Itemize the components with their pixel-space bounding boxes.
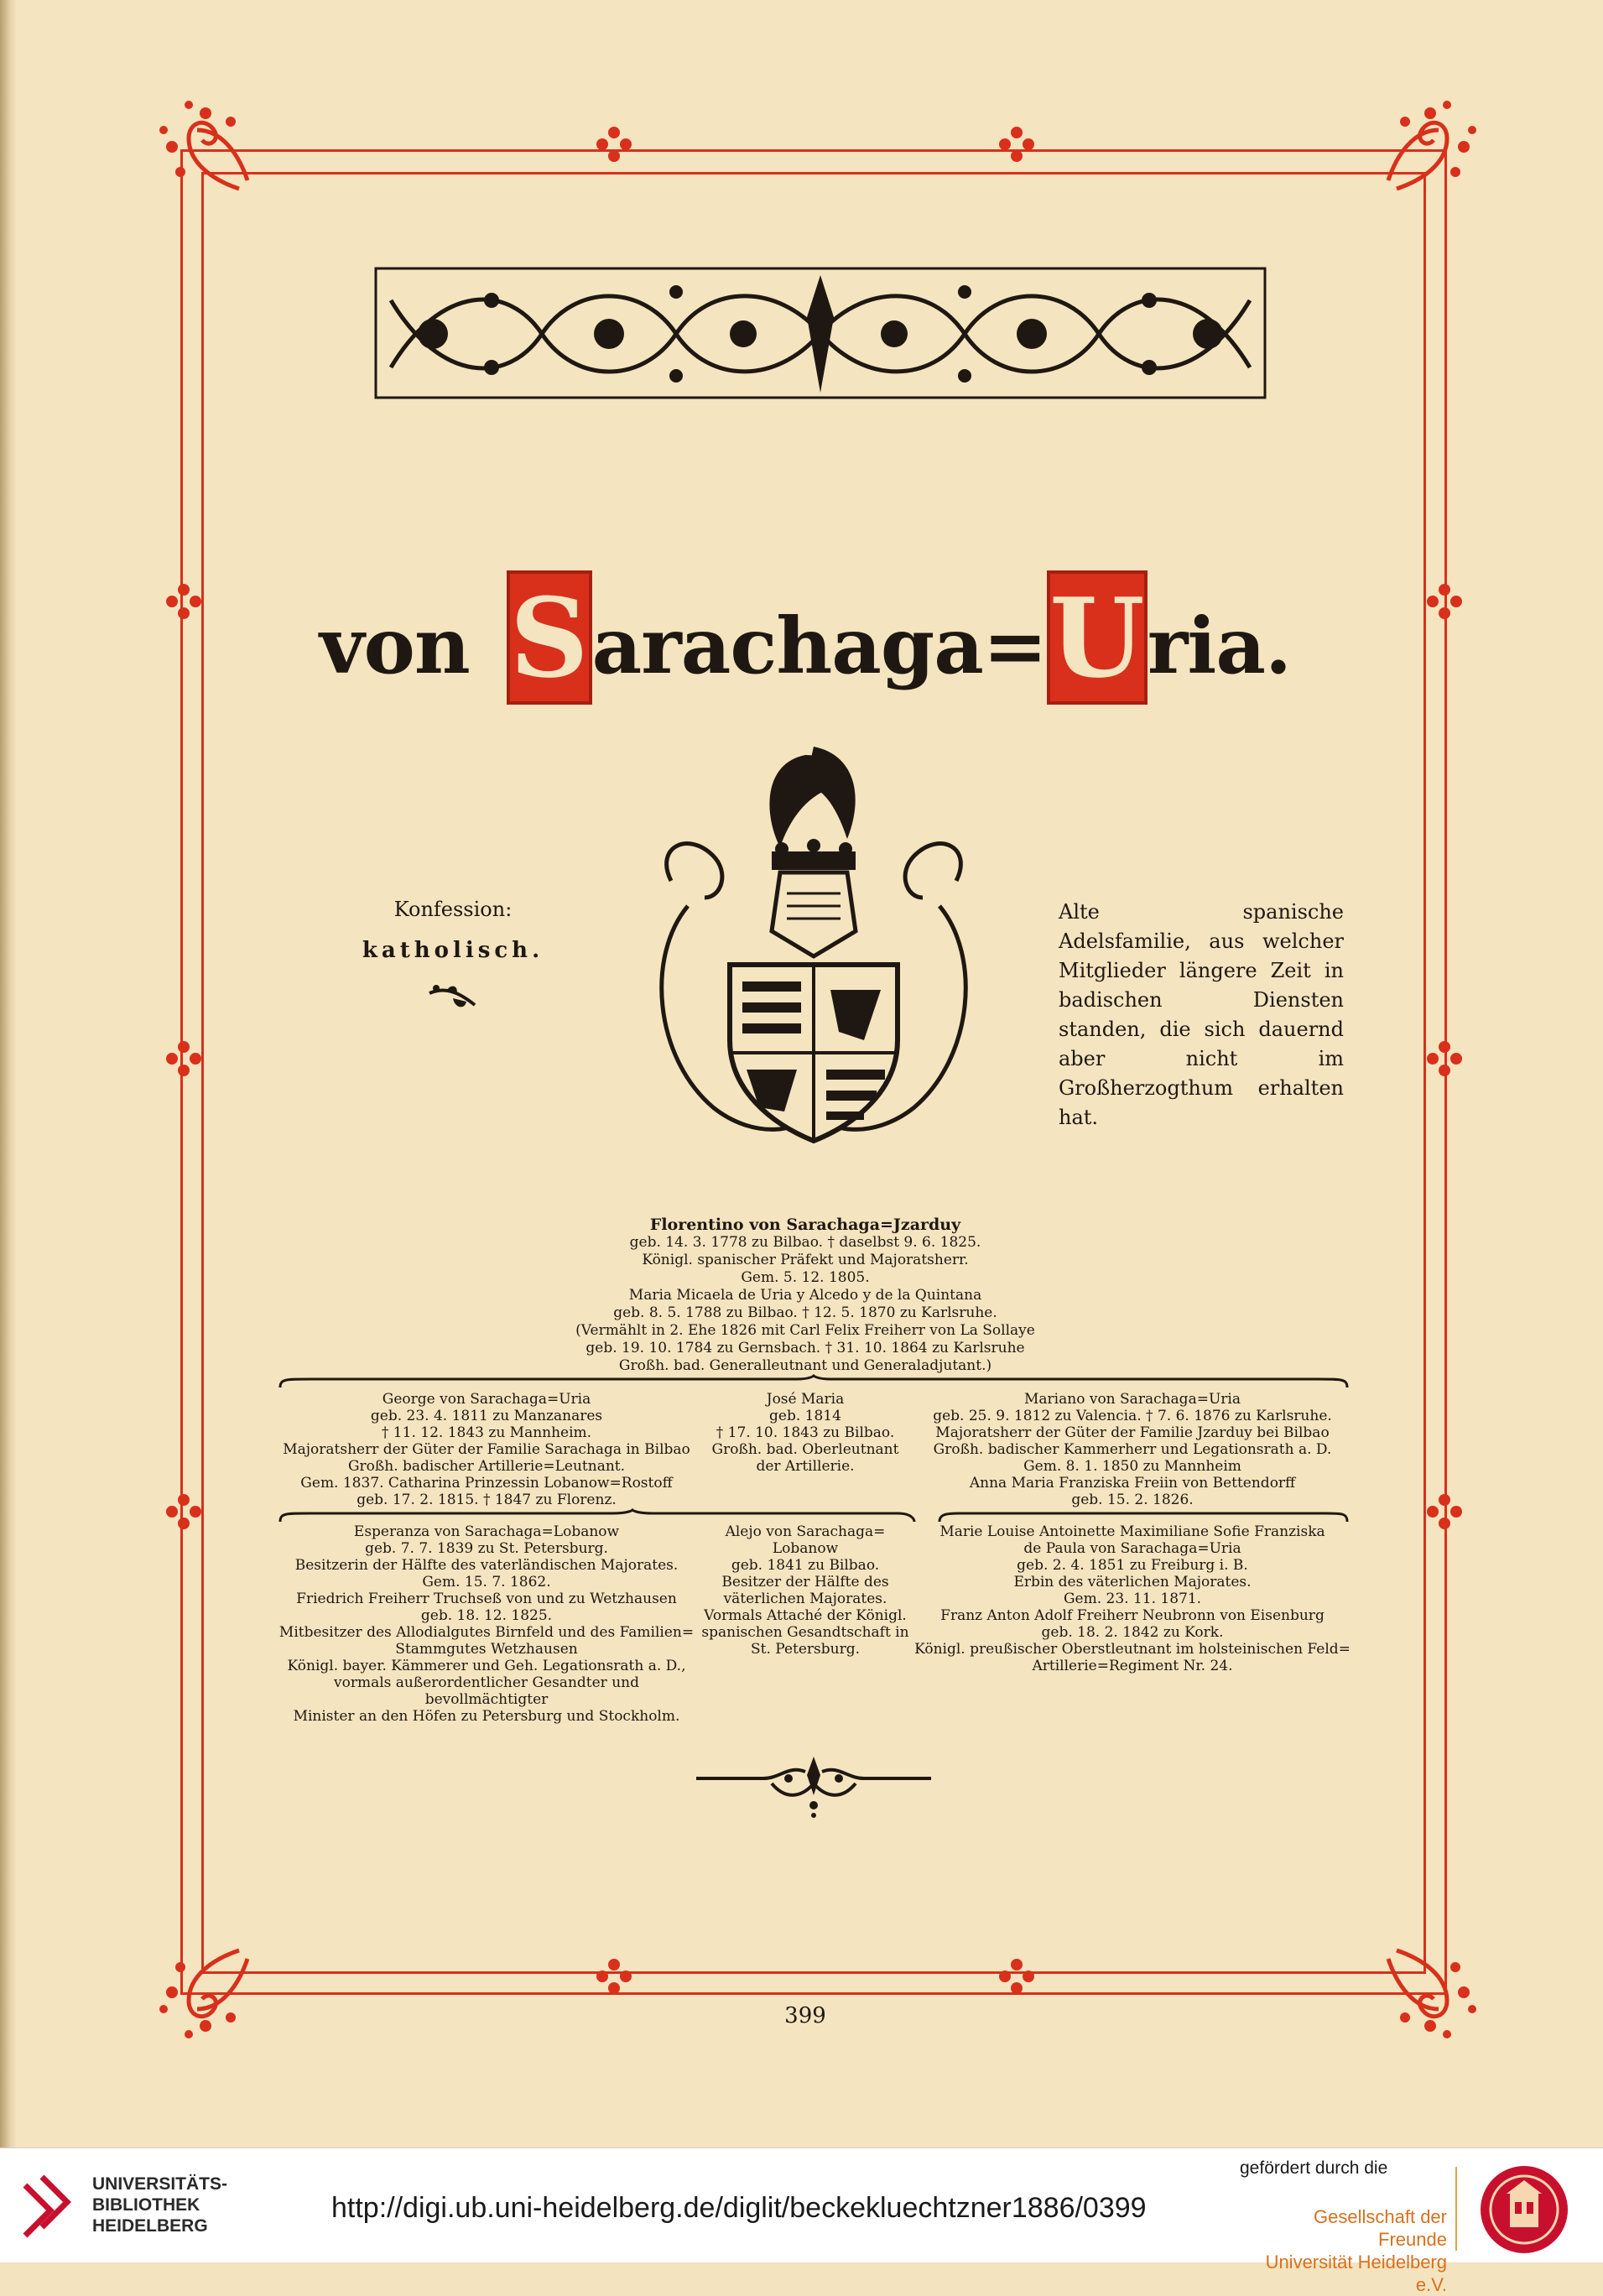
sponsor-society xyxy=(1241,2205,1447,2296)
genealogy-entry-george xyxy=(277,1391,696,1508)
entry-line: de Paula von Sarachaga=Uria xyxy=(1023,1540,1241,1557)
genealogy-brace xyxy=(277,1510,1351,1523)
progenitor-line: Königl. spanischer Präfekt und Majoratsherr. xyxy=(642,1252,969,1268)
progenitor-line: geb. 8. 5. 1788 zu Bilbao. † 12. 5. 1870 zu Karlsruhe. xyxy=(613,1304,997,1321)
entry-line: Großh. badischer Artillerie=Leutnant. xyxy=(347,1458,626,1475)
progenitor-line: Maria Micaela de Uria y Alcedo y de la Quintana xyxy=(628,1287,982,1304)
confession-label: Konfession: xyxy=(393,898,513,921)
progenitor-line: Großh. bad. Generalleutnant und Generaladjutant.) xyxy=(618,1357,992,1374)
entry-line: geb. 2. 4. 1851 zu Freiburg i. B. xyxy=(1017,1557,1248,1574)
entry-line: Besitzerin der Hälfte des vaterländischen Majorates. xyxy=(294,1557,679,1574)
fleuron-icon xyxy=(1380,1942,1481,2043)
entry-line: geb. 1841 zu Bilbao. xyxy=(731,1557,880,1574)
entry-line: Mitbesitzer des Allodialgutes Birnfeld und des Familien= xyxy=(278,1624,695,1641)
entry-line: geb. 7. 7. 1839 zu St. Petersburg. xyxy=(365,1540,608,1557)
entry-line: Majoratsherr der Güter der Familie Sarachaga in Bilbao xyxy=(283,1441,690,1458)
permalink-url[interactable]: http://digi.ub.uni-heidelberg.de/diglit/beckekluechtzner1886/0399 xyxy=(331,2192,1147,2224)
quatrefoil-icon xyxy=(165,1040,202,1077)
tailpiece-ornament xyxy=(688,1753,939,1820)
entry-line: Königl. preußischer Oberstleutnant im holsteinischen Feld= xyxy=(914,1641,1351,1658)
quatrefoil-icon xyxy=(596,1958,632,1995)
entry-line: geb. 18. 12. 1825. xyxy=(420,1607,553,1624)
coat-of-arms-icon xyxy=(638,738,990,1158)
entry-line: Marie Louise Antoinette Maximiliane Sofie Franziska xyxy=(939,1523,1325,1540)
entry-line: geb. 1814 xyxy=(769,1408,841,1424)
library-name-line: BIBLIOTHEK xyxy=(92,2195,200,2215)
genealogy-entry-esperanza xyxy=(277,1523,696,1725)
entry-line: geb. 23. 4. 1811 zu Manzanares xyxy=(370,1408,603,1424)
generation-2-row xyxy=(277,1523,1351,1725)
entry-line: Artillerie=Regiment Nr. 24. xyxy=(1032,1658,1233,1674)
entry-line: Stammgutes Wetzhausen xyxy=(395,1641,578,1658)
entry-line: Majoratsherr der Güter der Familie Jzarduy bei Bilbao xyxy=(935,1424,1330,1441)
entry-line: Großh. badischer Kammerherr und Legationsrath a. D. xyxy=(933,1441,1332,1458)
progenitor-line: (Vermählt in 2. Ehe 1826 mit Carl Felix Freiherr von La Sollaye xyxy=(575,1322,1035,1339)
entry-line: geb. 25. 9. 1812 zu Valencia. † 7. 6. 1876 zu Karlsruhe. xyxy=(933,1408,1332,1424)
quatrefoil-icon xyxy=(1426,583,1463,620)
entry-line: St. Petersburg. xyxy=(750,1641,860,1658)
library-logo-icon xyxy=(17,2168,92,2244)
quatrefoil-icon xyxy=(1426,1040,1463,1077)
library-name xyxy=(92,2174,227,2236)
entry-line: † 11. 12. 1843 zu Mannheim. xyxy=(381,1424,592,1441)
genealogy-entry-jose xyxy=(696,1391,914,1508)
progenitor-line: Florentino von Sarachaga=Jzarduy xyxy=(649,1216,961,1234)
progenitor-line: geb. 14. 3. 1778 zu Bilbao. † daselbst 9. 6. 1825. xyxy=(629,1234,981,1251)
entry-line: der Artillerie. xyxy=(756,1458,855,1475)
entry-line: George von Sarachaga=Uria xyxy=(382,1391,591,1408)
entry-line: Königl. bayer. Kämmerer und Geh. Legationsrath a. D., xyxy=(287,1658,686,1674)
fleuron-icon xyxy=(155,96,256,197)
quatrefoil-icon xyxy=(596,126,632,163)
progenitor-entry xyxy=(520,1216,1090,1375)
title-part-1: arachaga= xyxy=(591,601,1047,691)
entry-line: Alejo von Sarachaga= xyxy=(725,1523,886,1540)
entry-line: Friedrich Freiherr Truchseß von und zu Wetzhausen xyxy=(296,1591,677,1607)
confession-block xyxy=(336,898,570,1013)
library-name-line: UNIVERSITÄTS- xyxy=(92,2174,228,2194)
entry-line: Großh. bad. Oberleutnant xyxy=(711,1441,899,1458)
genealogy-entry-marie-louise xyxy=(914,1523,1351,1725)
genealogy-entry-alejo xyxy=(696,1523,914,1725)
quatrefoil-icon xyxy=(998,126,1035,163)
entry-line: Gem. 23. 11. 1871. xyxy=(1063,1591,1202,1607)
genealogy-entry-mariano xyxy=(914,1391,1351,1508)
entry-line: väterlichen Majorates. xyxy=(723,1591,887,1607)
entry-line: José Maria xyxy=(766,1391,845,1408)
title-initial-u: U xyxy=(1047,570,1148,705)
confession-value: katholisch. xyxy=(362,938,544,963)
generation-1-row xyxy=(277,1391,1351,1508)
entry-line: geb. 18. 2. 1842 zu Kork. xyxy=(1041,1624,1224,1641)
entry-line: Anna Maria Franziska Freiin von Bettendorff xyxy=(969,1475,1296,1492)
entry-line: Gem. 8. 1. 1850 zu Mannheim xyxy=(1023,1458,1241,1475)
headpiece-ornament xyxy=(374,267,1267,399)
entry-line: Gem. 1837. Catharina Prinzessin Lobanow=Rostoff xyxy=(300,1475,673,1492)
genealogy-brace xyxy=(277,1376,1351,1389)
family-title xyxy=(320,554,1291,705)
entry-line: vormals außerordentlicher Gesandter und bevollmächtigter xyxy=(334,1674,639,1708)
university-seal-icon xyxy=(1478,2163,1570,2256)
footer-divider xyxy=(1455,2167,1457,2251)
sprig-icon xyxy=(336,983,570,1013)
entry-line: Besitzer der Hälfte des xyxy=(721,1574,889,1591)
entry-line: Lobanow xyxy=(772,1540,839,1557)
entry-line: geb. 17. 2. 1815. † 1847 zu Florenz. xyxy=(357,1492,617,1508)
title-prefix: von xyxy=(320,601,470,691)
quatrefoil-icon xyxy=(165,1493,202,1530)
society-line: Universität Heidelberg e.V. xyxy=(1265,2252,1447,2295)
entry-line: Esperanza von Sarachaga=Lobanow xyxy=(353,1523,620,1540)
quatrefoil-icon xyxy=(998,1958,1035,1995)
page-number: 399 xyxy=(784,2003,826,2028)
entry-line: Franz Anton Adolf Freiherr Neubronn von Eisenburg xyxy=(940,1607,1325,1624)
family-description: Alte spanische Adelsfamilie, aus welcher Mitglieder längere Zeit in badischen Diensten standen, die sich dauernd aber nicht im Großherzogthum erhalten hat. xyxy=(1059,900,1344,1129)
sponsor-label: gefördert durch die xyxy=(1240,2158,1388,2178)
entry-line: Gem. 15. 7. 1862. xyxy=(422,1574,551,1591)
fleuron-icon xyxy=(155,1942,256,2043)
title-part-2: ria. xyxy=(1147,601,1291,691)
entry-line: geb. 15. 2. 1826. xyxy=(1071,1492,1194,1508)
quatrefoil-icon xyxy=(165,583,202,620)
fleuron-icon xyxy=(1380,96,1481,197)
entry-line: Minister an den Höfen zu Petersburg und Stockholm. xyxy=(293,1708,680,1725)
entry-line: spanischen Gesandtschaft in xyxy=(701,1624,909,1641)
page-binding-edge xyxy=(0,0,17,2148)
progenitor-line: Gem. 5. 12. 1805. xyxy=(741,1269,870,1286)
society-line: Gesellschaft der Freunde xyxy=(1314,2206,1447,2250)
title-initial-s: S xyxy=(507,570,592,705)
entry-line: Mariano von Sarachaga=Uria xyxy=(1024,1391,1241,1408)
digitization-footer xyxy=(0,2148,1603,2295)
progenitor-line: geb. 19. 10. 1784 zu Gernsbach. † 31. 10. 1864 zu Karlsruhe xyxy=(586,1340,1025,1356)
entry-line: Vormals Attaché der Königl. xyxy=(704,1607,907,1624)
entry-line: † 17. 10. 1843 zu Bilbao. xyxy=(716,1424,895,1441)
library-name-line: HEIDELBERG xyxy=(92,2216,208,2236)
quatrefoil-icon xyxy=(1426,1493,1463,1530)
entry-line: Erbin des väterlichen Majorates. xyxy=(1013,1574,1252,1591)
